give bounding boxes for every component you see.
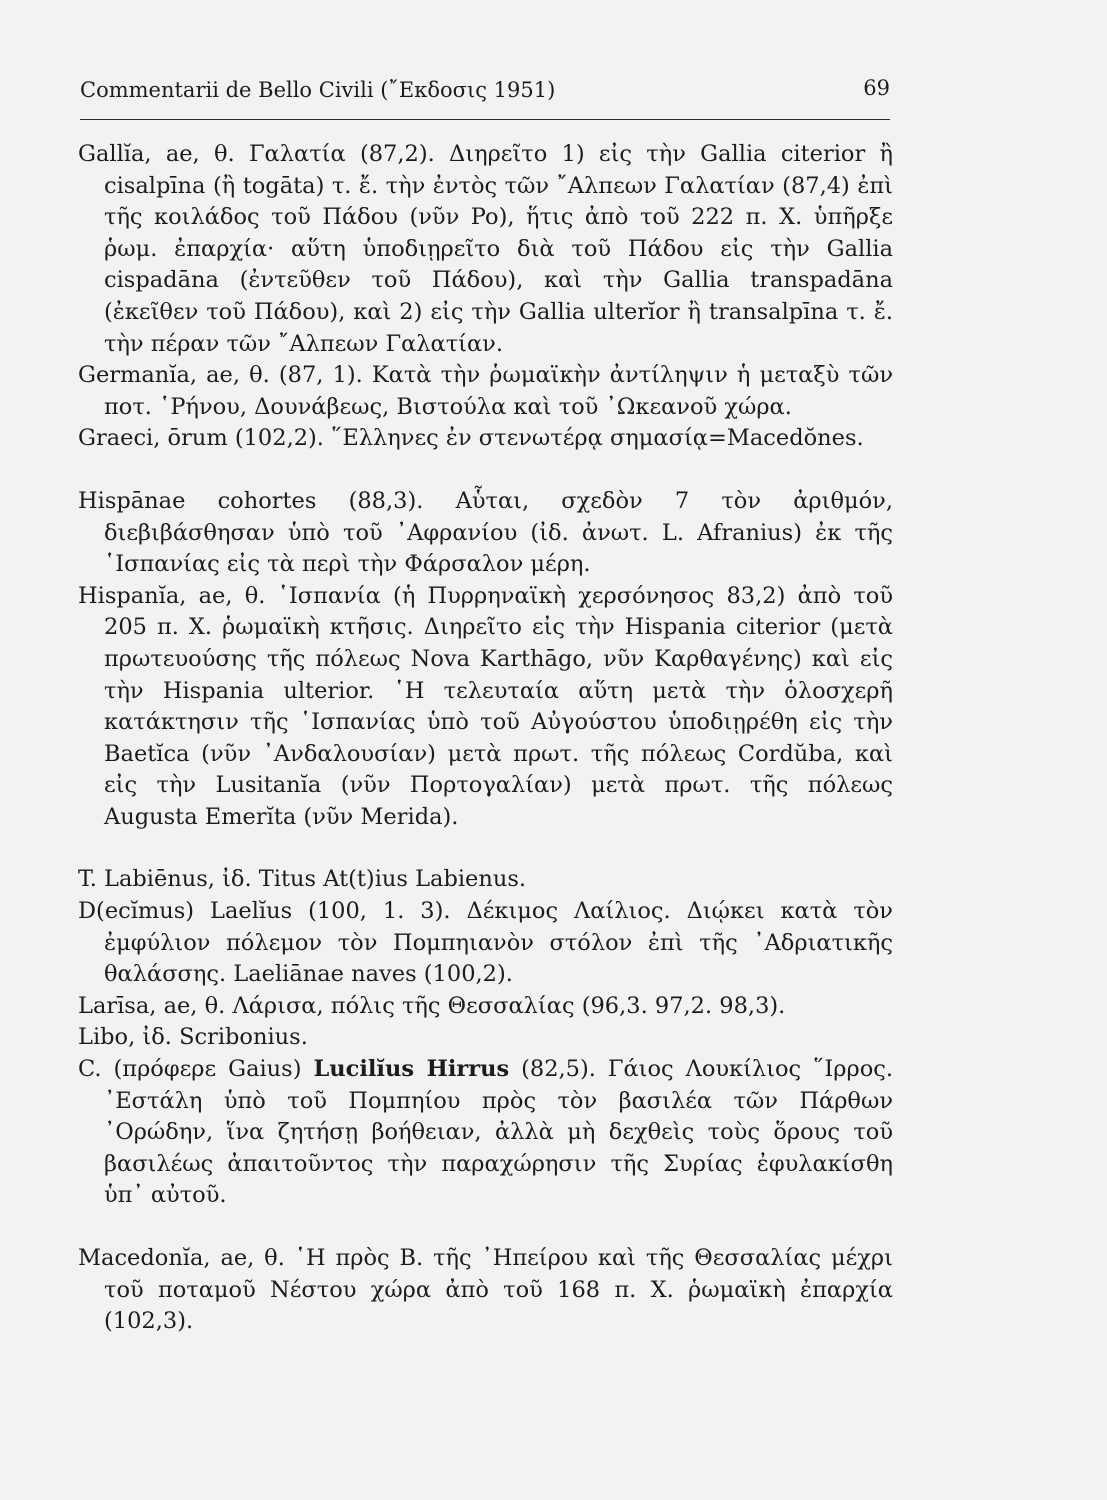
section-gap	[78, 1212, 893, 1243]
page-number: 69	[863, 76, 890, 100]
entry-text: Hispanĭa, ae, θ. ῾Ισπανία (ἡ Πυρρηναϊκὴ χερσόνησος 83,2) ἀπὸ τοῦ 205 π. Χ. ῥωμαϊκὴ κτῆσις. Διηρεῖτο εἰς τὴν Hispania citerior (μετὰ πρωτευούσης τῆς πόλεως Nova Karthāgo, νῦν Καρθαγένης) καὶ εἰς τὴν Hispania ulterior. ῾Η τελευταία αὕτη μετὰ τὴν ὁλοσχερῆ κατάκτησιν τῆς ῾Ισπανίας ὑπὸ τοῦ Αὐγούστου ὑποδιῃρέθη εἰς τὴν Baetĭca (νῦν ᾿Ανδαλουσίαν) μετὰ πρωτ. τῆς πόλεως Cordŭba, καὶ εἰς τὴν Lusitanĭa (νῦν Πορτογαλίαν) μετὰ πρωτ. τῆς πόλεως Augusta Emerĭta (νῦν Merida).	[78, 582, 893, 830]
glossary-entry	[78, 991, 893, 1023]
header-rule	[80, 119, 890, 120]
entry-text: Libo, ἰδ. Scribonius.	[78, 1024, 308, 1051]
section-gap	[78, 833, 893, 864]
entry-text: Gallĭa, ae, θ. Γαλατία (87,2). Διηρεῖτο 1) εἰς τὴν Gallia citerior ἢ cisalpīna (ἢ togāta) τ. ἔ. τὴν ἐντὸς τῶν ῎Αλπεων Γαλατίαν (87,4) ἐπὶ τῆς κοιλάδος τοῦ Πάδου (νῦν Po), ἥτις ἀπὸ τοῦ 222 π. Χ. ὑπῆρξε ῥωμ. ἐπαρχία· αὕτη ὑποδιῃρεῖτο διὰ τοῦ Πάδου εἰς τὴν Gallia cispadāna (ἐντεῦθεν τοῦ Πάδου), καὶ τὴν Gallia transpadāna (ἐκεῖθεν τοῦ Πάδου), καὶ 2) εἰς τὴν Gallia ulterĭor ἢ transalpīna τ. ἔ. τὴν πέραν τῶν ῎Αλπεων Γαλατίαν.	[78, 141, 893, 357]
page-header	[80, 76, 890, 120]
running-title: Commentarii de Bello Civili (῎Εκδοσις 1951)	[80, 78, 556, 102]
glossary-entry	[78, 896, 893, 991]
entry-text: Macedonĭa, ae, θ. ῾Η πρὸς Β. τῆς ᾿Ηπείρου καὶ τῆς Θεσσαλίας μέχρι τοῦ ποταμοῦ Νέστου χώρα ἀπὸ τοῦ 168 π. Χ. ῥωμαϊκὴ ἐπαρχία (102,3).	[78, 1245, 893, 1335]
entry-text: Germanĭa, ae, θ. (87, 1). Κατὰ τὴν ῥωμαϊκὴν ἀντίληψιν ἡ μεταξὺ τῶν ποτ. ῾Ρήνου, Δουνάβεως, Βιστούλα καὶ τοῦ ᾿Ωκεανοῦ χώρα.	[78, 362, 893, 420]
entry-text: Larīsa, ae, θ. Λάρισα, πόλις τῆς Θεσσαλίας (96,3. 97,2. 98,3).	[78, 992, 786, 1019]
glossary-entry	[78, 423, 893, 455]
glossary-entry	[78, 1243, 893, 1338]
entry-text: D(ecĭmus) Laelĭus (100, 1. 3). Δέκιμος Λαίλιος. Διῴκει κατὰ τὸν ἐμφύλιον πόλεμον τὸν Πομπηιανὸν στόλον ἐπὶ τῆς ᾿Αδριατικῆς θαλάσσης. Laeliānae naves (100,2).	[78, 898, 893, 988]
glossary-entries	[78, 139, 893, 1338]
glossary-entry	[78, 486, 893, 581]
entry-text: (82,5). Γάιος Λουκίλιος ῞Ιρρος. ᾿Εστάλη ὑπὸ τοῦ Πομπηίου πρὸς τὸν βασιλέα τῶν Πάρθων ᾿Ορώδην, ἵνα ζητήσῃ βοήθειαν, ἀλλὰ μὴ δεχθεὶς τοὺς ὅρους τοῦ βασιλέως ἀπαιτοῦντος τὴν παραχώρησιν τῆς Συρίας ἐφυλακίσθη ὑπ᾿ αὐτοῦ.	[104, 1056, 893, 1209]
glossary-entry	[78, 360, 893, 423]
glossary-entry	[78, 1054, 893, 1212]
section-gap	[78, 455, 893, 486]
entry-bold-lemma: Lucilĭus Hirrus	[313, 1056, 510, 1083]
glossary-entry	[78, 139, 893, 360]
entry-lead: C. (πρόφερε Gaius)	[78, 1056, 314, 1083]
entry-text: T. Labiēnus, ἰδ. Titus At(t)ius Labienus.	[78, 866, 527, 893]
entry-text: Hispānae cohortes (88,3). Αὗται, σχεδὸν 7 τὸν ἀριθμόν, διεβιβάσθησαν ὑπὸ τοῦ ᾿Αφρανίου (ἰδ. ἀνωτ. L. Afranius) ἐκ τῆς ῾Ισπανίας εἰς τὰ περὶ τὴν Φάρσαλον μέρη.	[78, 487, 893, 578]
entry-text: Graeci, ōrum (102,2). ῞Ελληνες ἐν στενωτέρᾳ σημασίᾳ=Macedŏnes.	[78, 425, 864, 452]
glossary-entry	[78, 581, 893, 834]
glossary-entry	[78, 1022, 893, 1054]
glossary-entry	[78, 864, 893, 896]
